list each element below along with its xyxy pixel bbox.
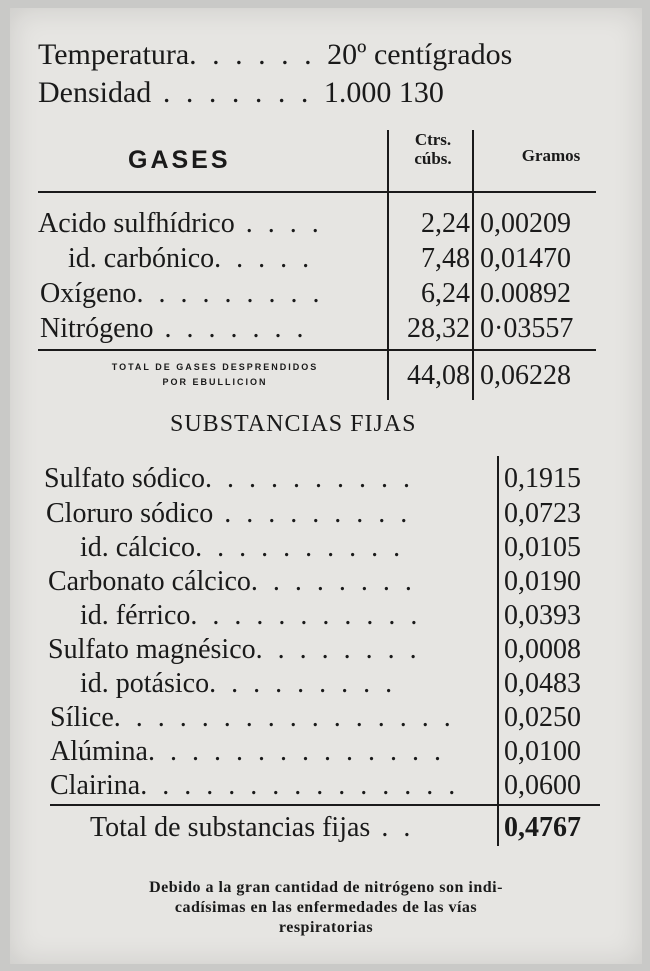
fijas-row-name: id. férrico. . . . . . . . . . .	[80, 600, 422, 631]
fijas-row-value: 0,0393	[504, 600, 581, 631]
gas-row-name: id. carbónico. . . . .	[68, 243, 314, 274]
gas-row-name: Oxígeno. . . . . . . . .	[40, 278, 324, 309]
gramos-column-header: Gramos	[521, 146, 581, 165]
ctrs-column-header: Ctrs. cúbs.	[414, 130, 452, 168]
fijas-row-value: 0,0190	[504, 566, 581, 597]
gases-total-ctrs: 44,08	[407, 360, 470, 391]
gas-row-gramos: 0.00892	[480, 278, 571, 309]
gas-row-gramos: 0,00209	[480, 208, 571, 239]
fijas-total-label: Total de substancias fijas . .	[90, 812, 415, 843]
fijas-row-name: Sulfato magnésico. . . . . . . .	[48, 634, 421, 665]
fijas-total-rule	[50, 804, 600, 806]
fijas-row-value: 0,0100	[504, 736, 581, 767]
footnote: Debido a la gran cantidad de nitrógeno son indi- cadísimas en las enfermedades de las vías respiratorias	[149, 879, 503, 936]
fijas-row-name: id. potásico. . . . . . . . .	[80, 668, 397, 699]
fijas-row-value: 0,0250	[504, 702, 581, 733]
gas-row-ctrs: 28,32	[407, 313, 470, 344]
gas-row-name: Nitrógeno . . . . . . .	[40, 313, 308, 344]
fijas-total-value: 0,4767	[504, 812, 581, 843]
gases-total-label: TOTAL DE GASES DESPRENDIDOS POR EBULLICION	[111, 362, 319, 387]
gases-divider-left	[387, 130, 389, 400]
gases-total-rule	[38, 349, 596, 351]
fijas-row-value: 0,0600	[504, 770, 581, 801]
fijas-row-name: Alúmina. . . . . . . . . . . . . .	[50, 736, 445, 767]
fijas-row-name: id. cálcico. . . . . . . . . .	[80, 532, 405, 563]
fijas-row-value: 0,0105	[504, 532, 581, 563]
temperatura-row: Temperatura. . . . . . 20º centígrados	[38, 38, 513, 71]
densidad-row: Densidad . . . . . . . 1.000 130	[38, 76, 444, 109]
fijas-row-name: Carbonato cálcico. . . . . . . .	[48, 566, 416, 597]
fijas-row-name: Sílice. . . . . . . . . . . . . . . .	[50, 702, 455, 733]
fijas-row-value: 0,0723	[504, 498, 581, 529]
densidad-label: Densidad	[38, 76, 152, 109]
gas-row-ctrs: 7,48	[421, 243, 470, 274]
analysis-card	[10, 8, 642, 964]
gas-row-gramos: 0·03557	[480, 313, 574, 344]
temperatura-value: 20º centígrados	[327, 38, 513, 71]
temperatura-label: Temperatura	[38, 38, 190, 71]
fijas-row-name: Clairina. . . . . . . . . . . . . . .	[50, 770, 460, 801]
fijas-row-value: 0,0008	[504, 634, 581, 665]
fijas-divider	[497, 456, 499, 846]
fijas-row-name: Cloruro sódico . . . . . . . . .	[46, 498, 412, 529]
gases-header-rule	[38, 191, 596, 193]
fijas-row-value: 0,1915	[504, 463, 581, 494]
gases-total-gramos: 0,06228	[480, 360, 571, 391]
gas-row-ctrs: 6,24	[421, 278, 470, 309]
gas-row-ctrs: 2,24	[421, 208, 470, 239]
fijas-row-value: 0,0483	[504, 668, 581, 699]
densidad-value: 1.000 130	[323, 76, 444, 109]
fijas-heading: SUBSTANCIAS FIJAS	[170, 411, 417, 437]
gases-divider-right	[472, 130, 474, 400]
gas-row-gramos: 0,01470	[480, 243, 571, 274]
gases-heading: GASES	[128, 146, 231, 174]
gas-row-name: Acido sulfhídrico . . . .	[38, 208, 323, 239]
fijas-row-name: Sulfato sódico. . . . . . . . . .	[44, 463, 414, 494]
